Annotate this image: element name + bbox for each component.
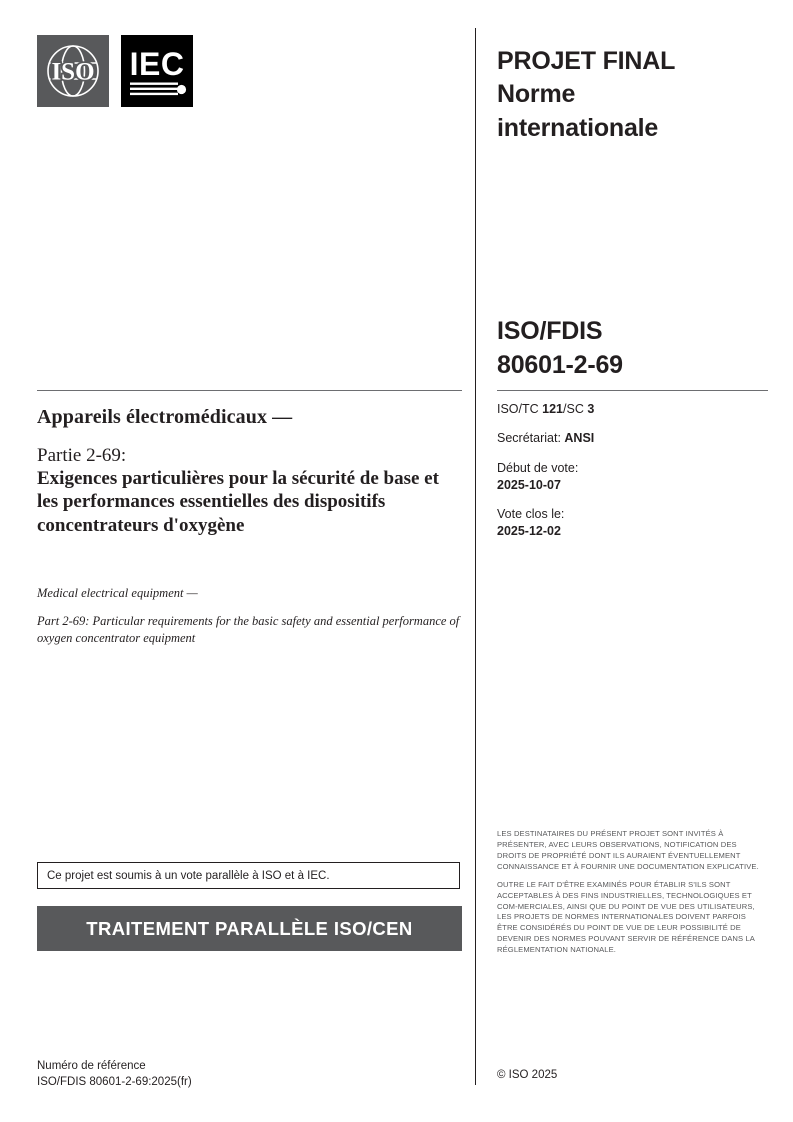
subtitle-main: Medical electrical equipment — [37, 586, 198, 600]
document-number-value: 80601-2-69 [497, 350, 623, 379]
svg-text:ISO: ISO [51, 58, 95, 86]
title-part-label: Partie 2-69: [37, 445, 127, 466]
document-type-line-1: PROJET FINAL [497, 47, 676, 75]
metadata-block [497, 401, 767, 541]
committee-tc: 121 [542, 402, 564, 416]
disclaimer-paragraph-2: OUTRE LE FAIT D'ÊTRE EXAMINÉS POUR ÉTABLIR S'ILS SONT ACCEPTABLES À DES FINS INDUSTRIELLES, TECHNOLOGIQUES ET COM-MERCIALES, AINSI QUE DU POINT DE VUE DES UTILISATEURS, LES PROJETS DE NORMES INTERNATIONALES DOIVENT PARFOIS ÊTRE CONSIDÉRÉS DU POINT DE VUE DE LEUR POSSIBILITÉ DE DEVENIR DES NORMES POUVANT SERVIR DE RÉFÉRENCE DANS LA RÉGLEMENTATION NATIONALE. [497, 879, 755, 955]
committee-separator: /SC [563, 402, 588, 416]
document-number-prefix: ISO/FDIS [497, 317, 603, 345]
secretariat-label: Secrétariat: [497, 431, 565, 446]
committee-label: ISO/TC [497, 402, 543, 416]
vote-end-label: Vote clos le: [497, 507, 565, 521]
document-type-line-2: Norme [497, 80, 576, 109]
document-number [497, 315, 767, 383]
committee-row [497, 401, 767, 418]
iso-logo-icon [37, 35, 109, 107]
column-divider [475, 28, 476, 1085]
svg-text:IEC: IEC [129, 46, 185, 82]
subtitle-part: Part 2-69: Particular requirements for the basic safety and essential performance of oxygen concentrator equipment [37, 613, 460, 645]
vote-start-label: Début de vote: [497, 460, 579, 475]
page-subtitle [37, 585, 462, 647]
reference-number-label: Numéro de référence [37, 1060, 146, 1072]
parallel-vote-notice-box [37, 862, 460, 889]
vote-end-value: 2025-12-02 [497, 524, 561, 539]
reference-number-value: ISO/FDIS 80601-2-69:2025(fr) [37, 1075, 192, 1088]
parallel-processing-banner-text: TRAITEMENT PARALLÈLE ISO/CEN [86, 917, 413, 939]
iec-logo-icon [121, 35, 193, 107]
secretariat-value: ANSI [564, 431, 595, 446]
title-main: Appareils électromédicaux — [37, 406, 293, 428]
reference-number-block [37, 1059, 192, 1090]
parallel-processing-banner [37, 906, 462, 951]
copyright-notice: © ISO 2025 [497, 1069, 558, 1081]
vote-start-row [497, 460, 767, 495]
document-type-line-3: internationale [497, 113, 659, 142]
right-column-rule [497, 390, 768, 391]
disclaimer-paragraph-1: LES DESTINATAIRES DU PRÉSENT PROJET SONT INVITÉS À PRÉSENTER, AVEC LEURS OBSERVATIONS, NOTIFICATION DES DROITS DE PROPRIÉTÉ DONT ILS AURAIENT ÉVENTUELLEMENT CONNAISSANCE ET À FOURNIR UNE DOCUMENTATION EXPLICATIVE. [497, 829, 759, 871]
parallel-vote-notice-text: Ce projet est soumis à un vote parallèle à ISO et à IEC. [47, 869, 330, 882]
title-part-text: Exigences particulières pour la sécurité de base et les performances essentielles des dispositifs concentrateurs d'oxygène [37, 468, 439, 536]
secretariat-row [497, 430, 767, 447]
disclaimer-text [497, 829, 759, 956]
vote-start-value: 2025-10-07 [497, 477, 561, 492]
vote-end-row [497, 506, 767, 541]
page-title [37, 405, 462, 537]
document-type-heading [497, 45, 767, 145]
left-column-rule [37, 390, 462, 391]
logo-group [37, 35, 193, 107]
committee-sc: 3 [587, 402, 595, 416]
